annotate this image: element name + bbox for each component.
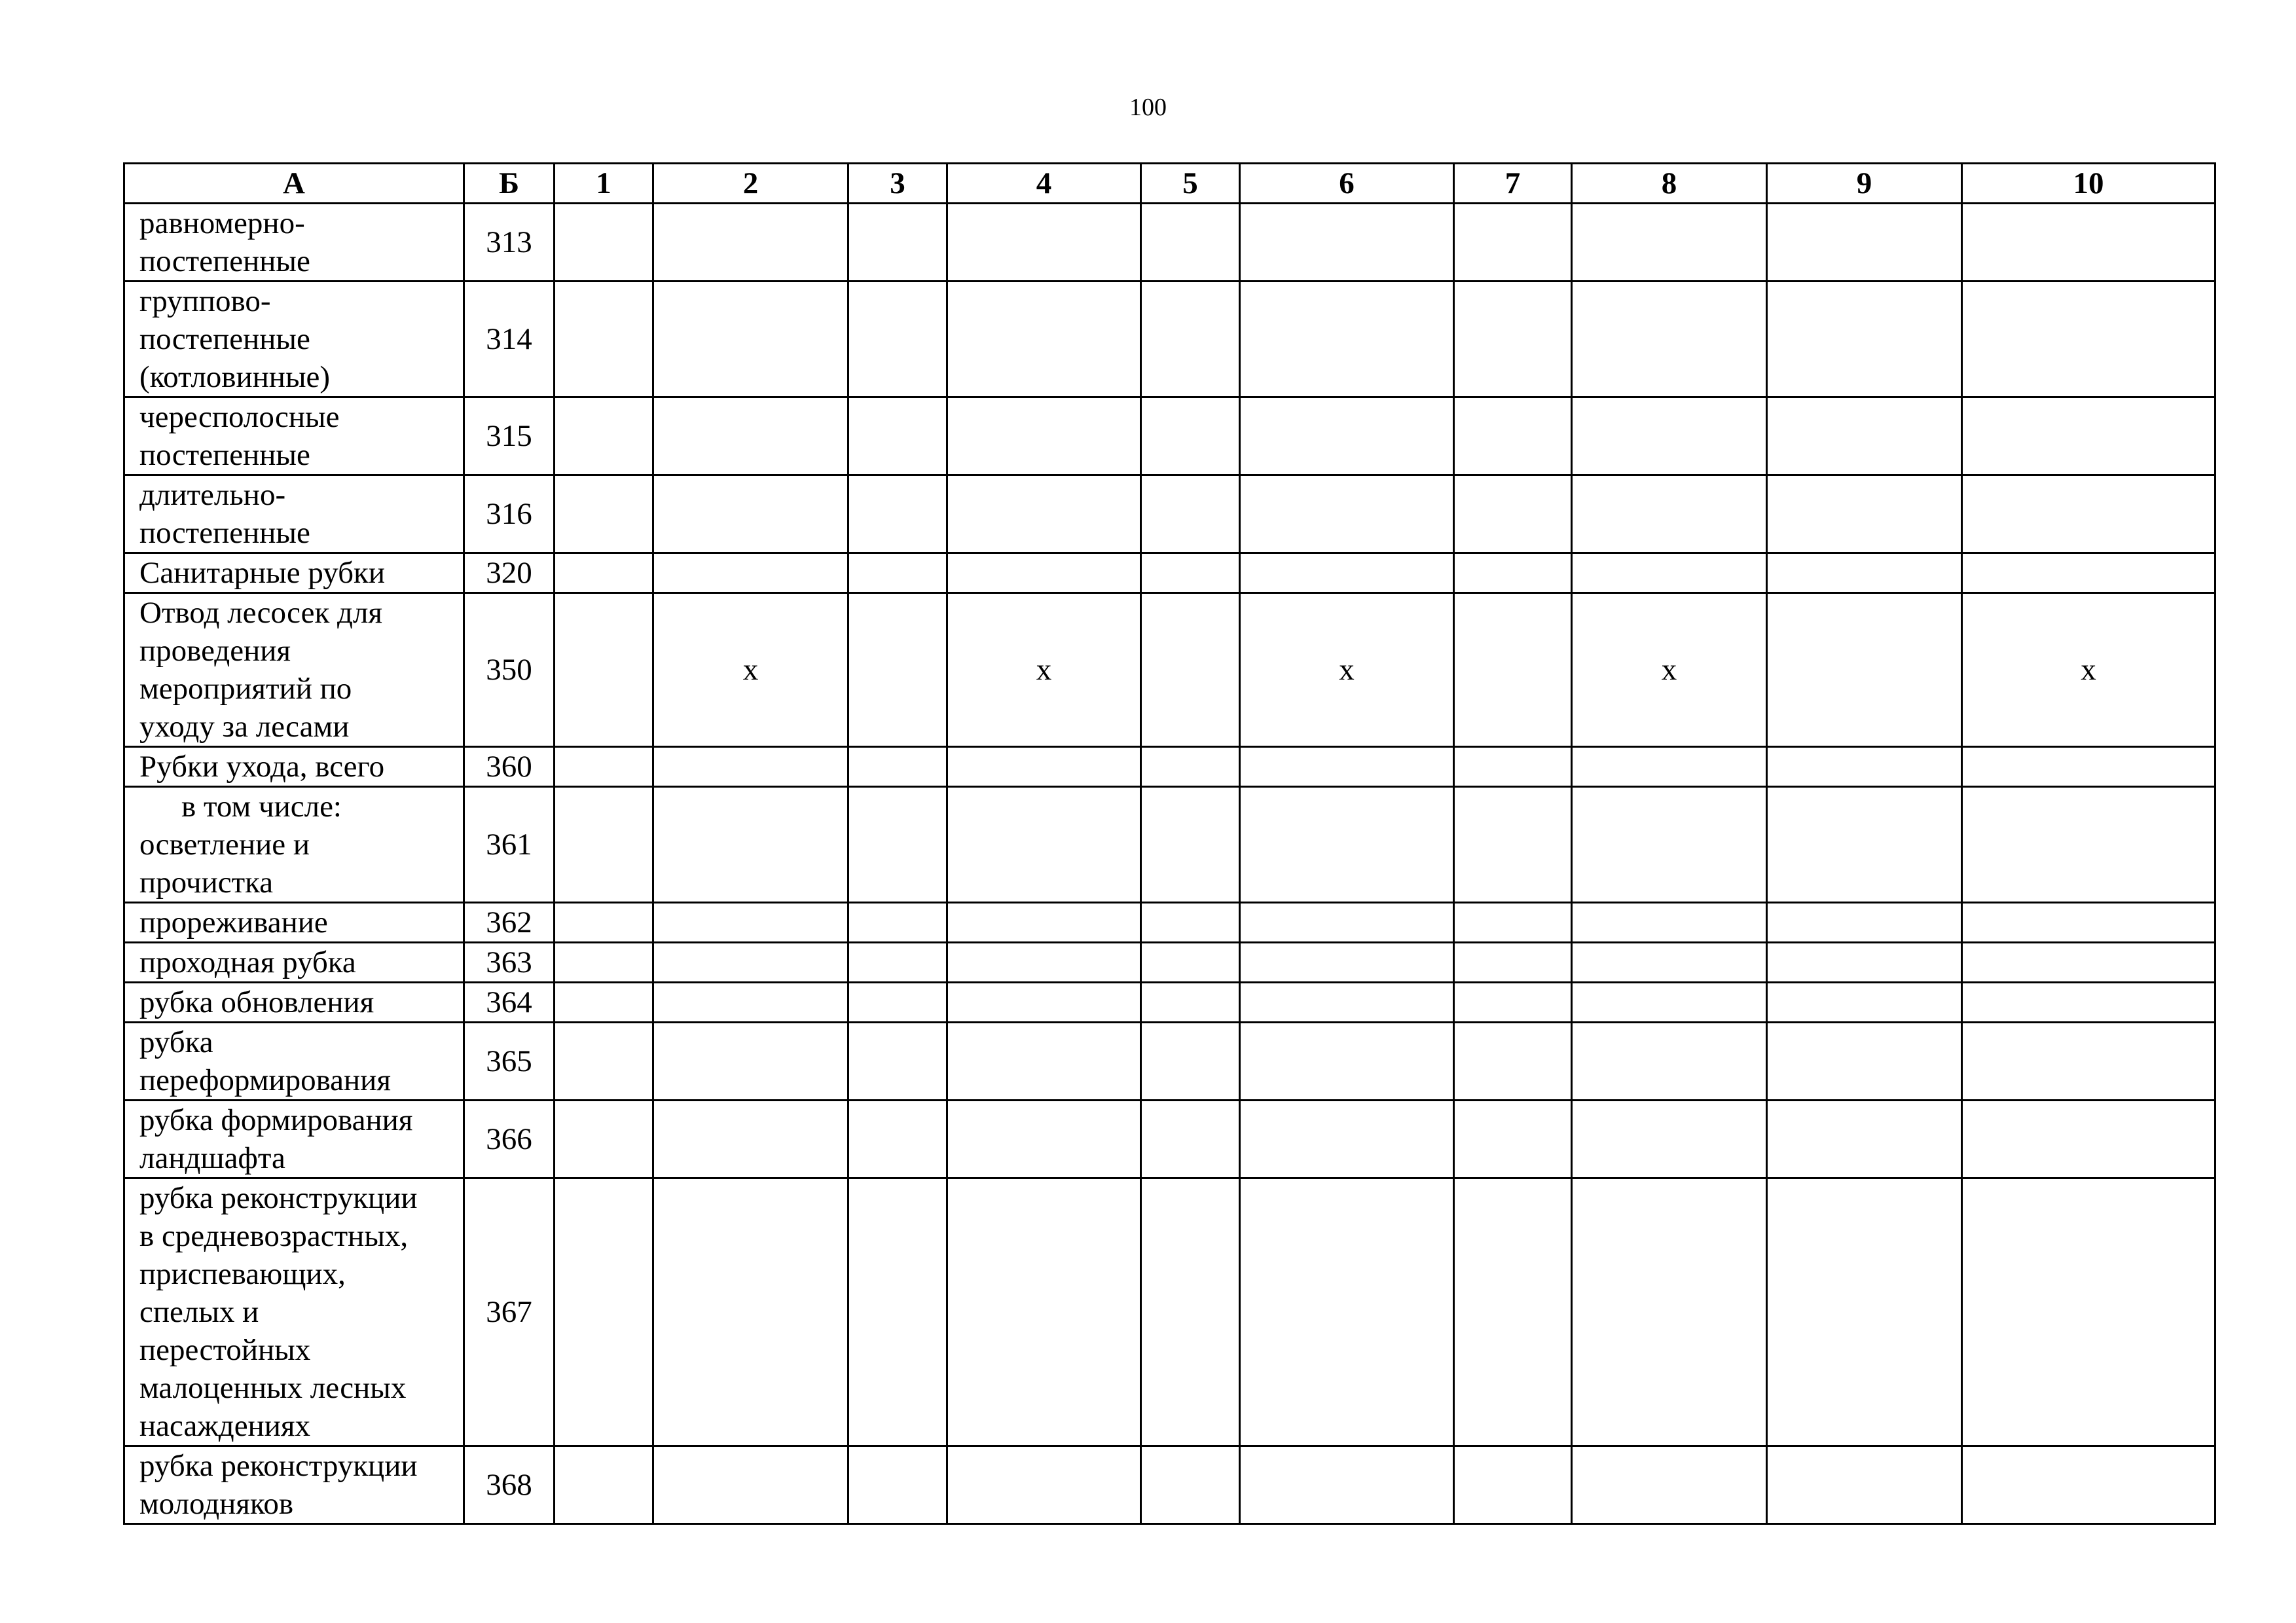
data-cell-col-3: [848, 397, 947, 475]
data-cell-col-6: [1240, 204, 1454, 282]
column-header-2: 2: [653, 164, 848, 204]
row-code-cell: 363: [464, 943, 555, 983]
data-cell-col-4: [947, 204, 1141, 282]
row-name-line: ландшафта: [139, 1141, 285, 1175]
row-code-cell: 364: [464, 983, 555, 1023]
data-cell-col-1: [555, 983, 653, 1023]
row-code-cell: 367: [464, 1178, 555, 1446]
row-code-cell: 365: [464, 1023, 555, 1101]
row-code-cell: 366: [464, 1101, 555, 1178]
data-cell-col-10: [1962, 747, 2215, 787]
row-name-cell: [124, 1101, 464, 1178]
data-cell-col-7: [1454, 983, 1572, 1023]
data-cell-col-5: [1141, 1178, 1240, 1446]
table-row: [124, 747, 2215, 787]
data-cell-col-3: [848, 282, 947, 397]
data-cell-col-3: [848, 1023, 947, 1101]
data-cell-col-10: [1962, 983, 2215, 1023]
table-row: [124, 553, 2215, 593]
data-cell-col-8: [1572, 903, 1767, 943]
row-name-cell: [124, 1178, 464, 1446]
data-cell-col-2: [653, 1446, 848, 1524]
data-cell-col-5: [1141, 475, 1240, 553]
table-row: [124, 282, 2215, 397]
row-name-line: перестойных: [139, 1333, 311, 1367]
data-cell-col-1: [555, 1101, 653, 1178]
column-header-8: 8: [1572, 164, 1767, 204]
data-cell-col-7: [1454, 553, 1572, 593]
data-cell-col-1: [555, 747, 653, 787]
data-cell-col-5: [1141, 903, 1240, 943]
data-cell-col-10: [1962, 943, 2215, 983]
data-cell-col-7: [1454, 1178, 1572, 1446]
data-cell-col-6: [1240, 1101, 1454, 1178]
table-row: [124, 593, 2215, 747]
data-cell-col-7: [1454, 747, 1572, 787]
data-cell-col-4: [947, 397, 1141, 475]
data-cell-col-10: [1962, 1023, 2215, 1101]
data-cell-col-8: [1572, 282, 1767, 397]
data-cell-col-1: [555, 943, 653, 983]
data-cell-col-8: [1572, 1101, 1767, 1178]
data-cell-col-3: [848, 943, 947, 983]
data-cell-col-7: [1454, 1446, 1572, 1524]
data-cell-col-8: [1572, 1178, 1767, 1446]
data-cell-col-1: [555, 282, 653, 397]
data-cell-col-6: [1240, 1446, 1454, 1524]
header-row: [124, 164, 2215, 204]
data-cell-col-9: [1767, 1446, 1962, 1524]
data-cell-col-2: [653, 1178, 848, 1446]
row-name-line: прореживание: [139, 905, 328, 939]
data-cell-col-5: [1141, 787, 1240, 903]
data-cell-col-9: [1767, 943, 1962, 983]
row-code-cell: 315: [464, 397, 555, 475]
data-cell-col-7: [1454, 787, 1572, 903]
column-header-3: 3: [848, 164, 947, 204]
column-header-1: 1: [555, 164, 653, 204]
data-cell-col-4: [947, 1023, 1141, 1101]
data-cell-col-4: [947, 475, 1141, 553]
data-cell-col-8: [1572, 397, 1767, 475]
data-cell-col-5: [1141, 1023, 1240, 1101]
column-header-5: 5: [1141, 164, 1240, 204]
row-name-line: уходу за лесами: [139, 710, 350, 744]
row-name-cell: [124, 204, 464, 282]
row-name-line: рубка: [139, 1025, 213, 1059]
data-cell-col-7: [1454, 1101, 1572, 1178]
data-cell-col-4: [947, 1178, 1141, 1446]
data-cell-col-2: [653, 1023, 848, 1101]
data-cell-col-6: [1240, 553, 1454, 593]
data-cell-col-10: [1962, 553, 2215, 593]
data-cell-col-9: [1767, 787, 1962, 903]
row-name-line: в средневозрастных,: [139, 1219, 409, 1253]
row-name-cell: [124, 983, 464, 1023]
row-name-line: (котловинные): [139, 360, 331, 394]
data-cell-col-3: [848, 983, 947, 1023]
column-header-name: А: [124, 164, 464, 204]
data-cell-col-6: [1240, 282, 1454, 397]
data-cell-col-9: [1767, 983, 1962, 1023]
row-name-line: проходная рубка: [139, 945, 356, 979]
data-cell-col-7: [1454, 204, 1572, 282]
data-cell-col-4: [947, 1446, 1141, 1524]
row-name-line: малоценных лесных: [139, 1371, 407, 1405]
data-cell-col-1: [555, 787, 653, 903]
row-name-line: приспевающих,: [139, 1257, 346, 1291]
table-row: [124, 1023, 2215, 1101]
table-row: [124, 1101, 2215, 1178]
data-cell-col-2: [653, 983, 848, 1023]
data-cell-col-5: [1141, 593, 1240, 747]
data-cell-col-1: [555, 1178, 653, 1446]
column-header-10: 10: [1962, 164, 2215, 204]
table-row: [124, 787, 2215, 903]
data-cell-col-4: [947, 983, 1141, 1023]
data-cell-col-2: [653, 204, 848, 282]
data-cell-col-7: [1454, 593, 1572, 747]
row-name-line: рубка реконструкции: [139, 1449, 418, 1483]
row-name-line: длительно-: [139, 478, 286, 512]
row-name-line: Отвод лесосек для: [139, 596, 383, 630]
row-name-cell: [124, 1023, 464, 1101]
data-cell-col-7: [1454, 943, 1572, 983]
data-cell-col-3: [848, 1101, 947, 1178]
data-cell-col-6: [1240, 475, 1454, 553]
row-name-line: постепенные: [139, 244, 310, 278]
report-table: [123, 162, 2216, 1525]
row-code-cell: 361: [464, 787, 555, 903]
data-cell-col-3: [848, 553, 947, 593]
row-name-line: насаждениях: [139, 1409, 310, 1443]
data-cell-col-8: [1572, 475, 1767, 553]
data-cell-col-9: [1767, 747, 1962, 787]
data-cell-col-1: [555, 1446, 653, 1524]
data-cell-col-4: [947, 282, 1141, 397]
row-name-cell: [124, 282, 464, 397]
data-cell-col-10: [1962, 1178, 2215, 1446]
data-cell-col-5: [1141, 553, 1240, 593]
row-name-cell: [124, 475, 464, 553]
row-name-cell: [124, 397, 464, 475]
table-body: [124, 204, 2215, 1524]
row-code-cell: 350: [464, 593, 555, 747]
data-cell-col-7: [1454, 903, 1572, 943]
data-cell-col-7: [1454, 397, 1572, 475]
data-cell-col-6: [1240, 943, 1454, 983]
row-name-cell: [124, 747, 464, 787]
data-cell-col-8: [1572, 1446, 1767, 1524]
data-cell-col-6: [1240, 1178, 1454, 1446]
data-cell-col-10: [1962, 204, 2215, 282]
data-cell-col-2: [653, 397, 848, 475]
data-cell-col-4: [947, 553, 1141, 593]
data-cell-col-2: х: [653, 593, 848, 747]
data-cell-col-1: [555, 397, 653, 475]
row-name-line: переформирования: [139, 1063, 391, 1097]
table-row: [124, 943, 2215, 983]
data-cell-col-3: [848, 593, 947, 747]
data-cell-col-2: [653, 282, 848, 397]
row-name-cell: [124, 593, 464, 747]
data-cell-col-5: [1141, 282, 1240, 397]
row-name-cell: [124, 787, 464, 903]
data-cell-col-10: [1962, 282, 2215, 397]
row-name-line: осветление и: [139, 828, 310, 862]
row-code-cell: 320: [464, 553, 555, 593]
data-cell-col-8: [1572, 983, 1767, 1023]
data-cell-col-5: [1141, 1446, 1240, 1524]
data-cell-col-9: [1767, 475, 1962, 553]
data-cell-col-10: х: [1962, 593, 2215, 747]
row-name-cell: [124, 903, 464, 943]
data-cell-col-10: [1962, 475, 2215, 553]
data-cell-col-3: [848, 475, 947, 553]
column-header-code: Б: [464, 164, 555, 204]
row-name-line: Санитарные рубки: [139, 556, 385, 590]
row-name-line: группово-: [139, 284, 271, 318]
table-row: [124, 1178, 2215, 1446]
table-row: [124, 475, 2215, 553]
data-cell-col-1: [555, 204, 653, 282]
data-cell-col-4: х: [947, 593, 1141, 747]
data-cell-col-6: х: [1240, 593, 1454, 747]
data-cell-col-3: [848, 1446, 947, 1524]
data-cell-col-2: [653, 787, 848, 903]
row-code-cell: 314: [464, 282, 555, 397]
data-cell-col-5: [1141, 747, 1240, 787]
row-name-line: постепенные: [139, 516, 310, 550]
data-cell-col-8: [1572, 943, 1767, 983]
data-cell-col-5: [1141, 1101, 1240, 1178]
data-cell-col-8: [1572, 204, 1767, 282]
data-cell-col-5: [1141, 204, 1240, 282]
data-cell-col-3: [848, 903, 947, 943]
table-row: [124, 1446, 2215, 1524]
data-cell-col-1: [555, 1023, 653, 1101]
row-name-cell: [124, 553, 464, 593]
data-cell-col-10: [1962, 397, 2215, 475]
row-code-cell: 362: [464, 903, 555, 943]
row-name-line: рубка формирования: [139, 1103, 413, 1137]
data-cell-col-9: [1767, 282, 1962, 397]
row-name-line: постепенные: [139, 438, 310, 472]
row-name-line: проведения: [139, 634, 291, 668]
data-cell-col-6: [1240, 903, 1454, 943]
table-row: [124, 204, 2215, 282]
data-cell-col-2: [653, 553, 848, 593]
data-cell-col-6: [1240, 747, 1454, 787]
data-cell-col-6: [1240, 397, 1454, 475]
row-name-cell: [124, 943, 464, 983]
data-cell-col-4: [947, 747, 1141, 787]
row-name-line: молодняков: [139, 1487, 294, 1521]
row-name-line: прочистка: [139, 866, 274, 900]
data-cell-col-9: [1767, 903, 1962, 943]
data-cell-col-2: [653, 943, 848, 983]
data-cell-col-9: [1767, 1101, 1962, 1178]
data-cell-col-10: [1962, 903, 2215, 943]
row-code-cell: 316: [464, 475, 555, 553]
data-cell-col-3: [848, 787, 947, 903]
data-cell-col-9: [1767, 1178, 1962, 1446]
data-cell-col-6: [1240, 787, 1454, 903]
row-code-cell: 368: [464, 1446, 555, 1524]
data-cell-col-1: [555, 593, 653, 747]
data-cell-col-2: [653, 903, 848, 943]
row-code-cell: 360: [464, 747, 555, 787]
column-header-6: 6: [1240, 164, 1454, 204]
row-name-line: в том числе:: [181, 790, 342, 824]
data-cell-col-2: [653, 747, 848, 787]
data-cell-col-7: [1454, 1023, 1572, 1101]
row-name-line: спелых и: [139, 1295, 259, 1329]
data-cell-col-8: [1572, 747, 1767, 787]
data-cell-col-1: [555, 475, 653, 553]
data-cell-col-3: [848, 204, 947, 282]
data-cell-col-1: [555, 903, 653, 943]
data-cell-col-9: [1767, 397, 1962, 475]
row-name-line: постепенные: [139, 322, 310, 356]
data-cell-col-3: [848, 1178, 947, 1446]
table-row: [124, 903, 2215, 943]
data-cell-col-10: [1962, 1101, 2215, 1178]
data-cell-col-5: [1141, 943, 1240, 983]
row-name-line: рубка реконструкции: [139, 1181, 418, 1215]
data-cell-col-9: [1767, 1023, 1962, 1101]
data-cell-col-5: [1141, 983, 1240, 1023]
data-cell-col-3: [848, 747, 947, 787]
data-cell-col-4: [947, 787, 1141, 903]
row-name-line: рубка обновления: [139, 985, 374, 1019]
data-cell-col-9: [1767, 553, 1962, 593]
data-cell-col-8: [1572, 1023, 1767, 1101]
row-name-line: равномерно-: [139, 206, 305, 240]
row-name-line: мероприятий по: [139, 672, 352, 706]
row-name-line: Рубки ухода, всего: [139, 750, 385, 784]
column-header-7: 7: [1454, 164, 1572, 204]
data-cell-col-7: [1454, 282, 1572, 397]
page-number: 100: [1129, 94, 1167, 121]
data-cell-col-10: [1962, 1446, 2215, 1524]
data-cell-col-5: [1141, 397, 1240, 475]
data-cell-col-7: [1454, 475, 1572, 553]
data-cell-col-4: [947, 943, 1141, 983]
data-cell-col-4: [947, 903, 1141, 943]
column-header-9: 9: [1767, 164, 1962, 204]
data-cell-col-8: [1572, 553, 1767, 593]
row-name-cell: [124, 1446, 464, 1524]
data-cell-col-2: [653, 1101, 848, 1178]
data-cell-col-10: [1962, 787, 2215, 903]
data-cell-col-9: [1767, 593, 1962, 747]
data-cell-col-6: [1240, 1023, 1454, 1101]
data-cell-col-2: [653, 475, 848, 553]
data-cell-col-9: [1767, 204, 1962, 282]
data-cell-col-8: [1572, 787, 1767, 903]
data-cell-col-8: х: [1572, 593, 1767, 747]
data-cell-col-6: [1240, 983, 1454, 1023]
column-header-4: 4: [947, 164, 1141, 204]
row-name-line: чересполосные: [139, 400, 340, 434]
row-code-cell: 313: [464, 204, 555, 282]
data-cell-col-4: [947, 1101, 1141, 1178]
table-row: [124, 983, 2215, 1023]
table-row: [124, 397, 2215, 475]
data-cell-col-1: [555, 553, 653, 593]
